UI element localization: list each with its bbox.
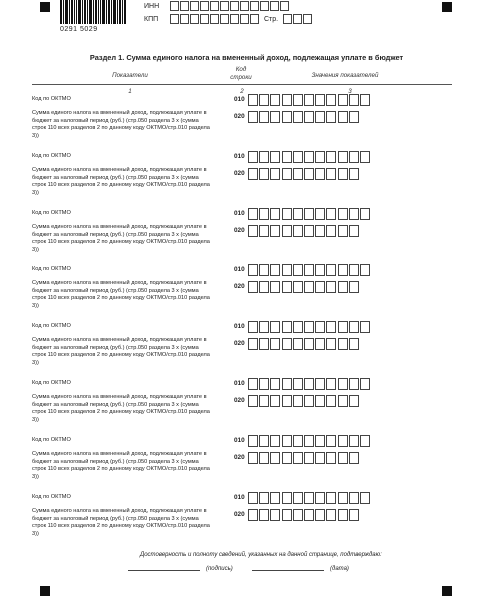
- page-label: Стр.: [264, 16, 279, 23]
- oktmo-label: Код по ОКТМО: [32, 210, 71, 216]
- tax-sum-code: 020: [234, 340, 245, 347]
- header-divider: [32, 84, 452, 85]
- oktmo-code: 010: [234, 210, 245, 217]
- signature-line[interactable]: [128, 570, 200, 571]
- oktmo-code: 010: [234, 494, 245, 501]
- inn-label: ИНН: [144, 3, 160, 10]
- oktmo-code: 010: [234, 380, 245, 387]
- date-label: (дата): [330, 566, 349, 572]
- page-number-field[interactable]: [283, 14, 313, 24]
- tax-sum-code: 020: [234, 170, 245, 177]
- tax-sum-field[interactable]: [248, 281, 360, 293]
- col-header-indicators: Показатели: [112, 72, 148, 79]
- corner-marker-top-right: [442, 2, 452, 12]
- col-header-code: Код строки: [230, 66, 252, 81]
- oktmo-code: 010: [234, 96, 245, 103]
- oktmo-label: Код по ОКТМО: [32, 437, 71, 443]
- col-number-2: 2: [240, 88, 244, 95]
- tax-sum-label: Сумма единого налога на вмененный доход, подлежащая уплате в бюджет за налоговый период (руб.) (стр.050 раздела 3 х (сумма строк 110 всех разделов 2 по данному коду ОКТМО/стр.010 раздела 3)): [32, 451, 210, 480]
- oktmo-label: Код по ОКТМО: [32, 153, 71, 159]
- tax-sum-field[interactable]: [248, 509, 360, 521]
- oktmo-label: Код по ОКТМО: [32, 323, 71, 329]
- tax-sum-code: 020: [234, 227, 245, 234]
- tax-sum-field[interactable]: [248, 225, 360, 237]
- barcode-number: 0291 5029: [60, 26, 98, 33]
- corner-marker-bottom-right: [442, 586, 452, 596]
- oktmo-code: 010: [234, 266, 245, 273]
- section-title: Раздел 1. Сумма единого налога на вмененный доход, подлежащая уплате в бюджет: [89, 53, 404, 62]
- tax-sum-label: Сумма единого налога на вмененный доход, подлежащая уплате в бюджет за налоговый период (руб.) (стр.050 раздела 3 х (сумма строк 110 всех разделов 2 по данному коду ОКТМО/стр.010 раздела 3)): [32, 110, 210, 139]
- oktmo-code: 010: [234, 323, 245, 330]
- col-number-1: 1: [128, 88, 132, 95]
- date-line[interactable]: [252, 570, 324, 571]
- confirmation-text: Достоверность и полноту сведений, указанных на данной странице, подтверждаю:: [140, 552, 382, 558]
- oktmo-code: 010: [234, 153, 245, 160]
- col-number-3: 3: [348, 88, 352, 95]
- tax-sum-field[interactable]: [248, 111, 360, 123]
- signature-label: (подпись): [206, 566, 233, 572]
- tax-sum-label: Сумма единого налога на вмененный доход, подлежащая уплате в бюджет за налоговый период (руб.) (стр.050 раздела 3 х (сумма строк 110 всех разделов 2 по данному коду ОКТМО/стр.010 раздела 3)): [32, 224, 210, 253]
- oktmo-field[interactable]: [248, 208, 371, 220]
- col-header-values: Значения показателей: [311, 72, 379, 79]
- barcode: [60, 0, 126, 26]
- tax-sum-field[interactable]: [248, 338, 360, 350]
- tax-sum-label: Сумма единого налога на вмененный доход, подлежащая уплате в бюджет за налоговый период (руб.) (стр.050 раздела 3 х (сумма строк 110 всех разделов 2 по данному коду ОКТМО/стр.010 раздела 3)): [32, 280, 210, 309]
- tax-sum-field[interactable]: [248, 395, 360, 407]
- oktmo-field[interactable]: [248, 378, 371, 390]
- tax-sum-code: 020: [234, 397, 245, 404]
- oktmo-field[interactable]: [248, 151, 371, 163]
- oktmo-field[interactable]: [248, 94, 371, 106]
- oktmo-label: Код по ОКТМО: [32, 494, 71, 500]
- tax-sum-code: 020: [234, 113, 245, 120]
- oktmo-code: 010: [234, 437, 245, 444]
- inn-field[interactable]: [170, 1, 290, 11]
- oktmo-field[interactable]: [248, 492, 371, 504]
- corner-marker-bottom-left: [40, 586, 50, 596]
- tax-sum-field[interactable]: [248, 168, 360, 180]
- oktmo-field[interactable]: [248, 321, 371, 333]
- kpp-label: КПП: [144, 16, 159, 23]
- tax-sum-code: 020: [234, 454, 245, 461]
- oktmo-field[interactable]: [248, 435, 371, 447]
- tax-sum-field[interactable]: [248, 452, 360, 464]
- oktmo-field[interactable]: [248, 264, 371, 276]
- kpp-field[interactable]: [170, 14, 260, 24]
- oktmo-label: Код по ОКТМО: [32, 96, 71, 102]
- oktmo-label: Код по ОКТМО: [32, 266, 71, 272]
- oktmo-label: Код по ОКТМО: [32, 380, 71, 386]
- tax-sum-label: Сумма единого налога на вмененный доход, подлежащая уплате в бюджет за налоговый период (руб.) (стр.050 раздела 3 х (сумма строк 110 всех разделов 2 по данному коду ОКТМО/стр.010 раздела 3)): [32, 337, 210, 366]
- tax-sum-label: Сумма единого налога на вмененный доход, подлежащая уплате в бюджет за налоговый период (руб.) (стр.050 раздела 3 х (сумма строк 110 всех разделов 2 по данному коду ОКТМО/стр.010 раздела 3)): [32, 394, 210, 423]
- corner-marker-top-left: [40, 2, 50, 12]
- tax-sum-label: Сумма единого налога на вмененный доход, подлежащая уплате в бюджет за налоговый период (руб.) (стр.050 раздела 3 х (сумма строк 110 всех разделов 2 по данному коду ОКТМО/стр.010 раздела 3)): [32, 167, 210, 196]
- tax-sum-code: 020: [234, 283, 245, 290]
- tax-sum-code: 020: [234, 511, 245, 518]
- tax-sum-label: Сумма единого налога на вмененный доход, подлежащая уплате в бюджет за налоговый период (руб.) (стр.050 раздела 3 х (сумма строк 110 всех разделов 2 по данному коду ОКТМО/стр.010 раздела 3)): [32, 508, 210, 537]
